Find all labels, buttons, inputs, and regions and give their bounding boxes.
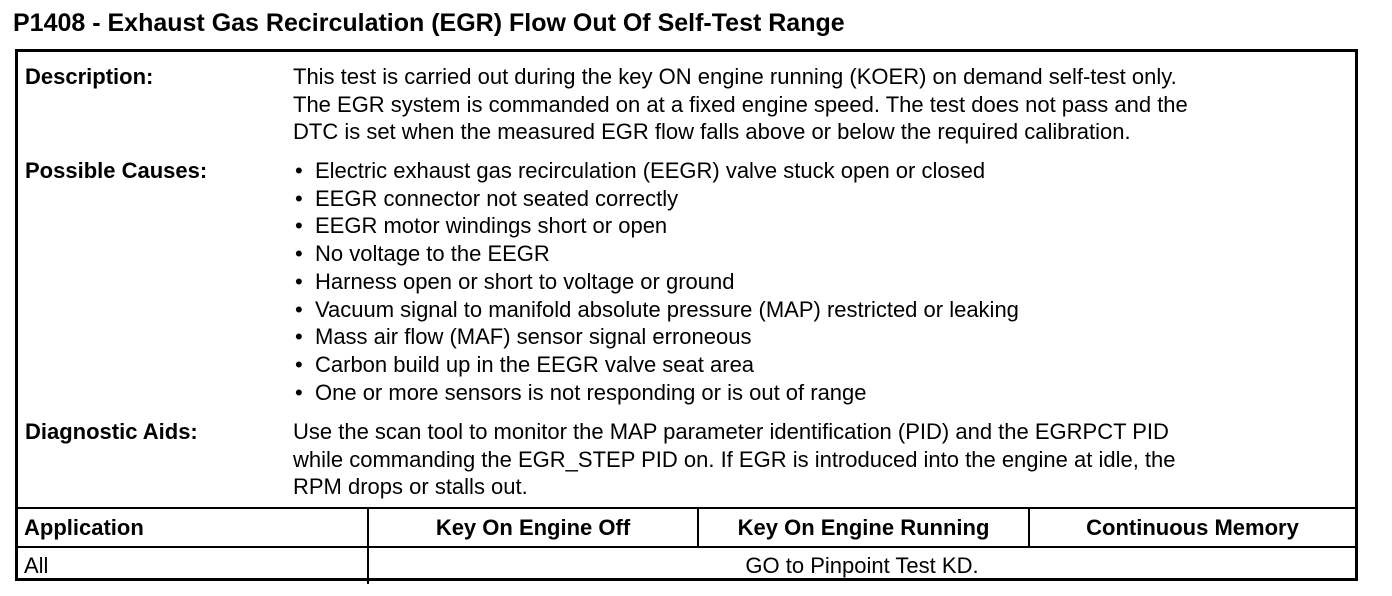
cause-text: No voltage to the EEGR bbox=[315, 241, 550, 267]
cause-text: Electric exhaust gas recirculation (EEGR) valve stuck open or closed bbox=[315, 158, 986, 183]
dtc-info-box bbox=[15, 49, 1358, 581]
list-item bbox=[293, 212, 1019, 240]
bullet-icon: • bbox=[295, 213, 303, 239]
diagnostic-aids-label: Diagnostic Aids: bbox=[25, 419, 198, 444]
list-item bbox=[293, 296, 1019, 324]
header-application: Application bbox=[18, 508, 368, 547]
dtc-info-section bbox=[18, 52, 1355, 508]
cause-text: Harness open or short to voltage or ground bbox=[315, 268, 735, 294]
bullet-icon: • bbox=[295, 185, 303, 211]
cause-text: EEGR motor windings short or open bbox=[315, 213, 668, 239]
header-continuous-memory: Continuous Memory bbox=[1029, 508, 1355, 547]
possible-causes-label: Possible Causes: bbox=[25, 158, 208, 183]
list-item bbox=[293, 379, 1019, 407]
description-section bbox=[18, 63, 1355, 153]
bullet-icon: • bbox=[295, 324, 303, 350]
table-row bbox=[18, 547, 1355, 584]
cause-text: Carbon build up in the EEGR valve seat area bbox=[315, 351, 755, 377]
list-item bbox=[293, 240, 1019, 268]
bullet-icon: • bbox=[295, 241, 303, 267]
description-line: The EGR system is commanded on at a fixed engine speed. The test does not pass and the bbox=[293, 91, 1188, 117]
list-item bbox=[293, 323, 1019, 351]
bullet-icon: • bbox=[295, 379, 303, 405]
list-item bbox=[293, 351, 1019, 379]
description-text bbox=[293, 63, 1188, 146]
bullet-icon: • bbox=[295, 268, 303, 294]
cause-text: Vacuum signal to manifold absolute pressure (MAP) restricted or leaking bbox=[315, 296, 1019, 322]
bullet-icon: • bbox=[295, 158, 303, 183]
diagnostic-aids-line: RPM drops or stalls out. bbox=[293, 474, 528, 500]
description-label: Description: bbox=[25, 64, 154, 89]
header-key-on-engine-off: Key On Engine Off bbox=[368, 508, 698, 547]
list-item bbox=[293, 185, 1019, 213]
diagnostic-aids-section bbox=[18, 418, 1355, 506]
cause-text: Mass air flow (MAF) sensor signal erroneous bbox=[315, 324, 752, 350]
possible-causes-content bbox=[293, 157, 1019, 406]
application-cell: All bbox=[18, 547, 368, 584]
bullet-icon: • bbox=[295, 351, 303, 377]
list-item bbox=[293, 268, 1019, 296]
list-item bbox=[293, 157, 1019, 185]
diagnostic-aids-line: Use the scan tool to monitor the MAP parameter identification (PID) and the EGRPCT PID bbox=[293, 419, 1169, 444]
description-line: This test is carried out during the key ON engine running (KOER) on demand self-test only. bbox=[293, 64, 1177, 89]
possible-causes-section bbox=[18, 157, 1355, 412]
cause-text: One or more sensors is not responding or is out of range bbox=[315, 379, 867, 405]
bullet-icon: • bbox=[295, 296, 303, 322]
description-line: DTC is set when the measured EGR flow falls above or below the required calibration. bbox=[293, 119, 1131, 145]
possible-causes-list bbox=[293, 157, 1019, 406]
result-cell: GO to Pinpoint Test KD. bbox=[368, 547, 1355, 584]
cause-text: EEGR connector not seated correctly bbox=[315, 185, 679, 211]
diagnostic-aids-text bbox=[293, 418, 1176, 501]
header-key-on-engine-running: Key On Engine Running bbox=[698, 508, 1029, 547]
application-table bbox=[18, 507, 1355, 584]
table-header-row bbox=[18, 508, 1355, 547]
page-title: P1408 - Exhaust Gas Recirculation (EGR) Flow Out Of Self-Test Range bbox=[13, 9, 845, 37]
diagnostic-aids-line: while commanding the EGR_STEP PID on. If EGR is introduced into the engine at idle, the bbox=[293, 446, 1176, 472]
